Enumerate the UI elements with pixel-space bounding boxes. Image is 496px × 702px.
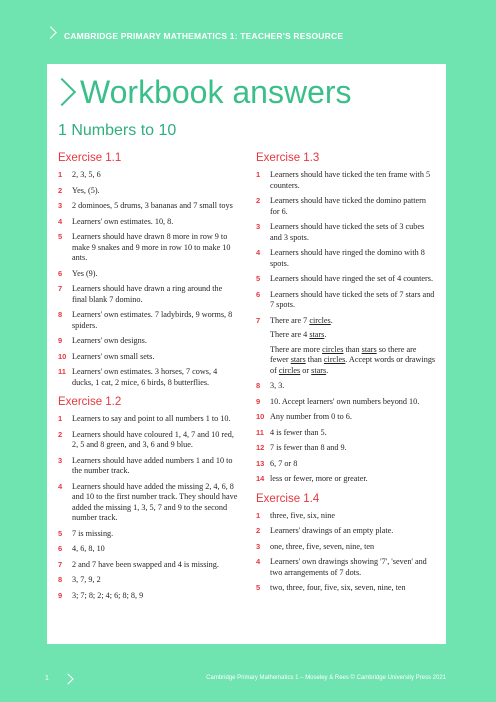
answer-paragraph: 7 is missing. — [72, 528, 114, 538]
answer-item — [256, 428, 436, 439]
answer-paragraph: There are 7 circles. — [270, 315, 333, 325]
answer-item — [256, 443, 436, 454]
answer-paragraph: Learners should have drawn a ring around the final blank 7 domino. — [72, 284, 223, 304]
answer-number: 10 — [256, 412, 265, 421]
answer-number: 8 — [256, 381, 261, 390]
answer-number: 3 — [256, 541, 261, 551]
answer-text — [270, 557, 436, 578]
answer-text — [72, 529, 113, 540]
answer-text — [270, 542, 374, 553]
answer-item — [58, 336, 238, 347]
answer-text — [72, 170, 101, 181]
answer-item — [58, 560, 238, 571]
answer-paragraph: Learners should have ticked the domino pattern for 6. — [270, 196, 426, 216]
answer-text — [270, 222, 436, 243]
answer-text — [270, 526, 393, 537]
answer-paragraph: 7 is fewer than 8 and 9. — [270, 443, 347, 452]
exercise-heading: Exercise 1.1 — [58, 152, 122, 164]
answer-text — [270, 443, 347, 454]
answer-item — [256, 170, 436, 191]
exercise-heading: Exercise 1.3 — [256, 152, 320, 164]
exercise-block — [58, 396, 238, 601]
answer-number: 11 — [256, 427, 264, 437]
answer-item — [256, 222, 436, 243]
answer-paragraph: Learners' own drawings showing '7', 'seven' and two arrangements of 7 dots. — [270, 557, 427, 577]
answer-paragraph: Learners should have coloured 1, 4, 7 and 10 red, 2, 5 and 8 green, and 3, 6 and 9 blue. — [72, 429, 234, 449]
answer-paragraph: There are 4 stars. — [270, 330, 327, 339]
answer-paragraph: Learners' own estimates. 7 ladybirds, 9 worms, 8 spiders. — [72, 310, 233, 330]
answer-number: 4 — [256, 248, 261, 257]
answer-item — [58, 201, 238, 212]
answer-paragraph: Learners should have ticked the ten frame with 5 counters. — [270, 170, 431, 190]
answer-item — [256, 290, 436, 311]
chevron-right-icon — [48, 78, 76, 106]
answer-paragraph: There are more circles than stars so there are fewer stars than circles. Accept words or drawings of circles or stars. — [270, 344, 436, 375]
answer-paragraph: Learners should have ringed the domino with 8 spots. — [270, 248, 425, 268]
answer-item — [256, 583, 436, 594]
answer-paragraph: three, five, six, nine — [270, 510, 336, 520]
answer-text — [72, 430, 238, 451]
answer-number: 3 — [58, 455, 63, 465]
answer-text — [72, 544, 105, 555]
answer-paragraph: Learners' own designs. — [72, 336, 147, 345]
answer-number: 6 — [58, 268, 63, 278]
answer-text — [72, 269, 98, 280]
answer-paragraph: 2, 3, 5, 6 — [72, 170, 101, 179]
answer-paragraph: 4 is fewer than 5. — [270, 427, 327, 437]
chevron-right-icon — [44, 26, 57, 39]
answer-item — [58, 170, 238, 181]
page-number: 1 — [45, 675, 49, 682]
answer-text — [72, 482, 238, 524]
answer-number: 4 — [256, 557, 261, 566]
answer-item — [58, 284, 238, 305]
left-column — [58, 152, 238, 609]
answer-paragraph: Learners should have added numbers 1 and 10 to the number track. — [72, 455, 233, 475]
answer-paragraph: Any number from 0 to 6. — [270, 412, 352, 421]
answer-item — [58, 456, 238, 477]
answer-item — [256, 316, 436, 377]
answer-number: 5 — [58, 232, 63, 241]
answer-number: 4 — [58, 216, 63, 226]
answer-number: 6 — [256, 289, 261, 299]
answer-paragraph: 6, 7 or 8 — [270, 458, 298, 468]
answer-number: 8 — [58, 575, 63, 584]
answer-paragraph: one, three, five, seven, nine, ten — [270, 541, 375, 551]
answer-paragraph: two, three, four, five, six, seven, nine, ten — [270, 583, 406, 592]
answer-text — [270, 274, 433, 285]
answer-text — [72, 217, 173, 228]
answer-number: 4 — [58, 481, 63, 491]
answer-item — [58, 186, 238, 197]
answer-number: 1 — [256, 510, 261, 520]
answer-paragraph: 3, 3. — [270, 381, 285, 390]
exercise-heading: Exercise 1.4 — [256, 492, 320, 505]
answer-number: 9 — [58, 336, 63, 345]
answer-paragraph: Learners to say and point to all numbers 1 to 10. — [72, 414, 231, 423]
answer-item — [256, 459, 436, 470]
answer-text — [270, 428, 327, 439]
answer-paragraph: 3, 7, 9, 2 — [72, 575, 101, 584]
answer-item — [256, 196, 436, 217]
answer-number: 12 — [256, 443, 265, 452]
answer-paragraph: less or fewer, more or greater. — [270, 474, 368, 483]
answer-paragraph: 2 dominoes, 5 drums, 3 bananas and 7 small toys — [72, 201, 233, 210]
answer-text — [72, 575, 101, 586]
answer-number: 6 — [58, 544, 63, 553]
exercise-block — [58, 152, 238, 388]
answer-paragraph: 3; 7; 8; 2; 4; 6; 8; 8, 9 — [72, 590, 144, 600]
answer-text — [270, 196, 436, 217]
answer-text — [72, 414, 231, 425]
answer-text — [72, 456, 238, 477]
answer-number: 8 — [58, 310, 63, 319]
answer-paragraph: Learners should have added the missing 2, 4, 6, 8 and 10 to the first number track. They should have added the missing 1, 3, 5, 7 and 9 to the second number track. — [72, 481, 238, 522]
answer-text — [270, 397, 419, 408]
answer-text — [270, 583, 406, 594]
chapter-heading: 1 Numbers to 10 — [58, 122, 177, 139]
answer-number: 14 — [256, 474, 265, 483]
page-header — [0, 0, 496, 64]
answer-item — [256, 526, 436, 537]
answer-paragraph: Learners should have drawn 8 more in row 9 to make 9 snakes and 9 more in row 10 to make 10 ants. — [72, 232, 231, 262]
answer-number: 2 — [58, 185, 63, 195]
answer-paragraph: Learners' own estimates. 10, 8. — [72, 216, 174, 226]
answer-text — [72, 352, 154, 363]
running-header: CAMBRIDGE PRIMARY MATHEMATICS 1: TEACHER'S RESOURCE — [64, 31, 344, 41]
answer-item — [58, 430, 238, 451]
page-title: Workbook answers — [80, 74, 352, 110]
answer-number: 1 — [256, 170, 261, 179]
answer-number: 5 — [256, 583, 261, 592]
answer-item — [256, 397, 436, 408]
answer-text — [270, 248, 436, 269]
answer-item — [58, 217, 238, 228]
answer-item — [256, 248, 436, 269]
answer-paragraph: Learners' own estimates. 3 horses, 7 cows, 4 ducks, 1 cat, 2 mice, 6 birds, 8 butterflies. — [72, 367, 218, 387]
answer-paragraph: 10. Accept learners' own numbers beyond 10. — [270, 396, 420, 406]
answer-text — [270, 474, 368, 485]
answer-item — [58, 591, 238, 602]
answer-text — [72, 284, 238, 305]
answer-text — [72, 201, 233, 212]
answer-number: 1 — [58, 414, 63, 423]
answer-paragraph: Yes (9). — [72, 268, 98, 278]
answer-item — [58, 529, 238, 540]
answer-text — [72, 232, 238, 264]
answer-number: 2 — [256, 526, 261, 535]
answer-item — [256, 511, 436, 522]
answer-text — [72, 336, 147, 347]
answer-item — [58, 575, 238, 586]
answer-item — [256, 557, 436, 578]
footer-copyright: Cambridge Primary Mathematics 1 – Moseley & Rees © Cambridge University Press 2021 — [206, 675, 446, 681]
answer-text — [72, 560, 219, 571]
chevron-right-icon — [62, 673, 73, 684]
answer-text — [270, 459, 297, 470]
answer-number: 13 — [256, 458, 265, 468]
answer-number: 2 — [58, 429, 63, 439]
answer-number: 5 — [256, 274, 261, 283]
answer-item — [58, 414, 238, 425]
answer-item — [58, 310, 238, 331]
answer-item — [58, 352, 238, 363]
answer-number: 5 — [58, 528, 63, 538]
exercise-heading: Exercise 1.2 — [58, 396, 122, 408]
answer-number: 11 — [58, 367, 66, 376]
answer-paragraph: Learners should have ticked the sets of 3 cubes and 3 spots. — [270, 222, 425, 242]
answer-text — [72, 310, 238, 331]
answer-item — [58, 232, 238, 264]
answer-paragraph: Learners' drawings of an empty plate. — [270, 526, 394, 535]
answer-paragraph: Learners should have ticked the sets of 7 stars and 7 spots. — [270, 289, 435, 309]
answer-text — [72, 591, 143, 602]
answer-paragraph: Learners should have ringed the set of 4 counters. — [270, 274, 434, 283]
answer-item — [256, 274, 436, 285]
right-column — [256, 152, 436, 602]
answer-paragraph: 2 and 7 have been swapped and 4 is missing. — [72, 559, 219, 569]
answer-number: 3 — [256, 222, 261, 231]
answer-text — [270, 290, 436, 311]
answer-number: 7 — [58, 284, 63, 293]
answer-paragraph: Learners' own small sets. — [72, 351, 155, 361]
exercise-block — [256, 152, 436, 485]
answer-item — [58, 367, 238, 388]
answer-number: 2 — [256, 196, 261, 205]
answer-text — [270, 511, 335, 522]
page-footer — [0, 670, 496, 690]
answer-number: 10 — [58, 351, 67, 361]
answer-paragraph: Yes, (5). — [72, 185, 100, 195]
answer-item — [58, 482, 238, 524]
answer-number: 7 — [256, 315, 261, 325]
answer-number: 9 — [58, 590, 63, 600]
answer-number: 9 — [256, 396, 261, 406]
answer-item — [256, 474, 436, 485]
answer-text — [72, 367, 238, 388]
answer-item — [58, 544, 238, 555]
answer-number: 7 — [58, 559, 63, 569]
answer-item — [256, 381, 436, 392]
answer-text — [270, 381, 284, 392]
answer-number: 3 — [58, 201, 63, 210]
answer-item — [256, 412, 436, 423]
answer-text — [270, 170, 436, 191]
exercise-block — [256, 493, 436, 594]
answer-item — [58, 269, 238, 280]
answer-item — [256, 542, 436, 553]
content-page — [47, 64, 446, 644]
answer-text — [270, 316, 436, 377]
answer-text — [72, 186, 100, 197]
answer-paragraph: 4, 6, 8, 10 — [72, 544, 105, 553]
answer-text — [270, 412, 352, 423]
answer-number: 1 — [58, 170, 63, 179]
